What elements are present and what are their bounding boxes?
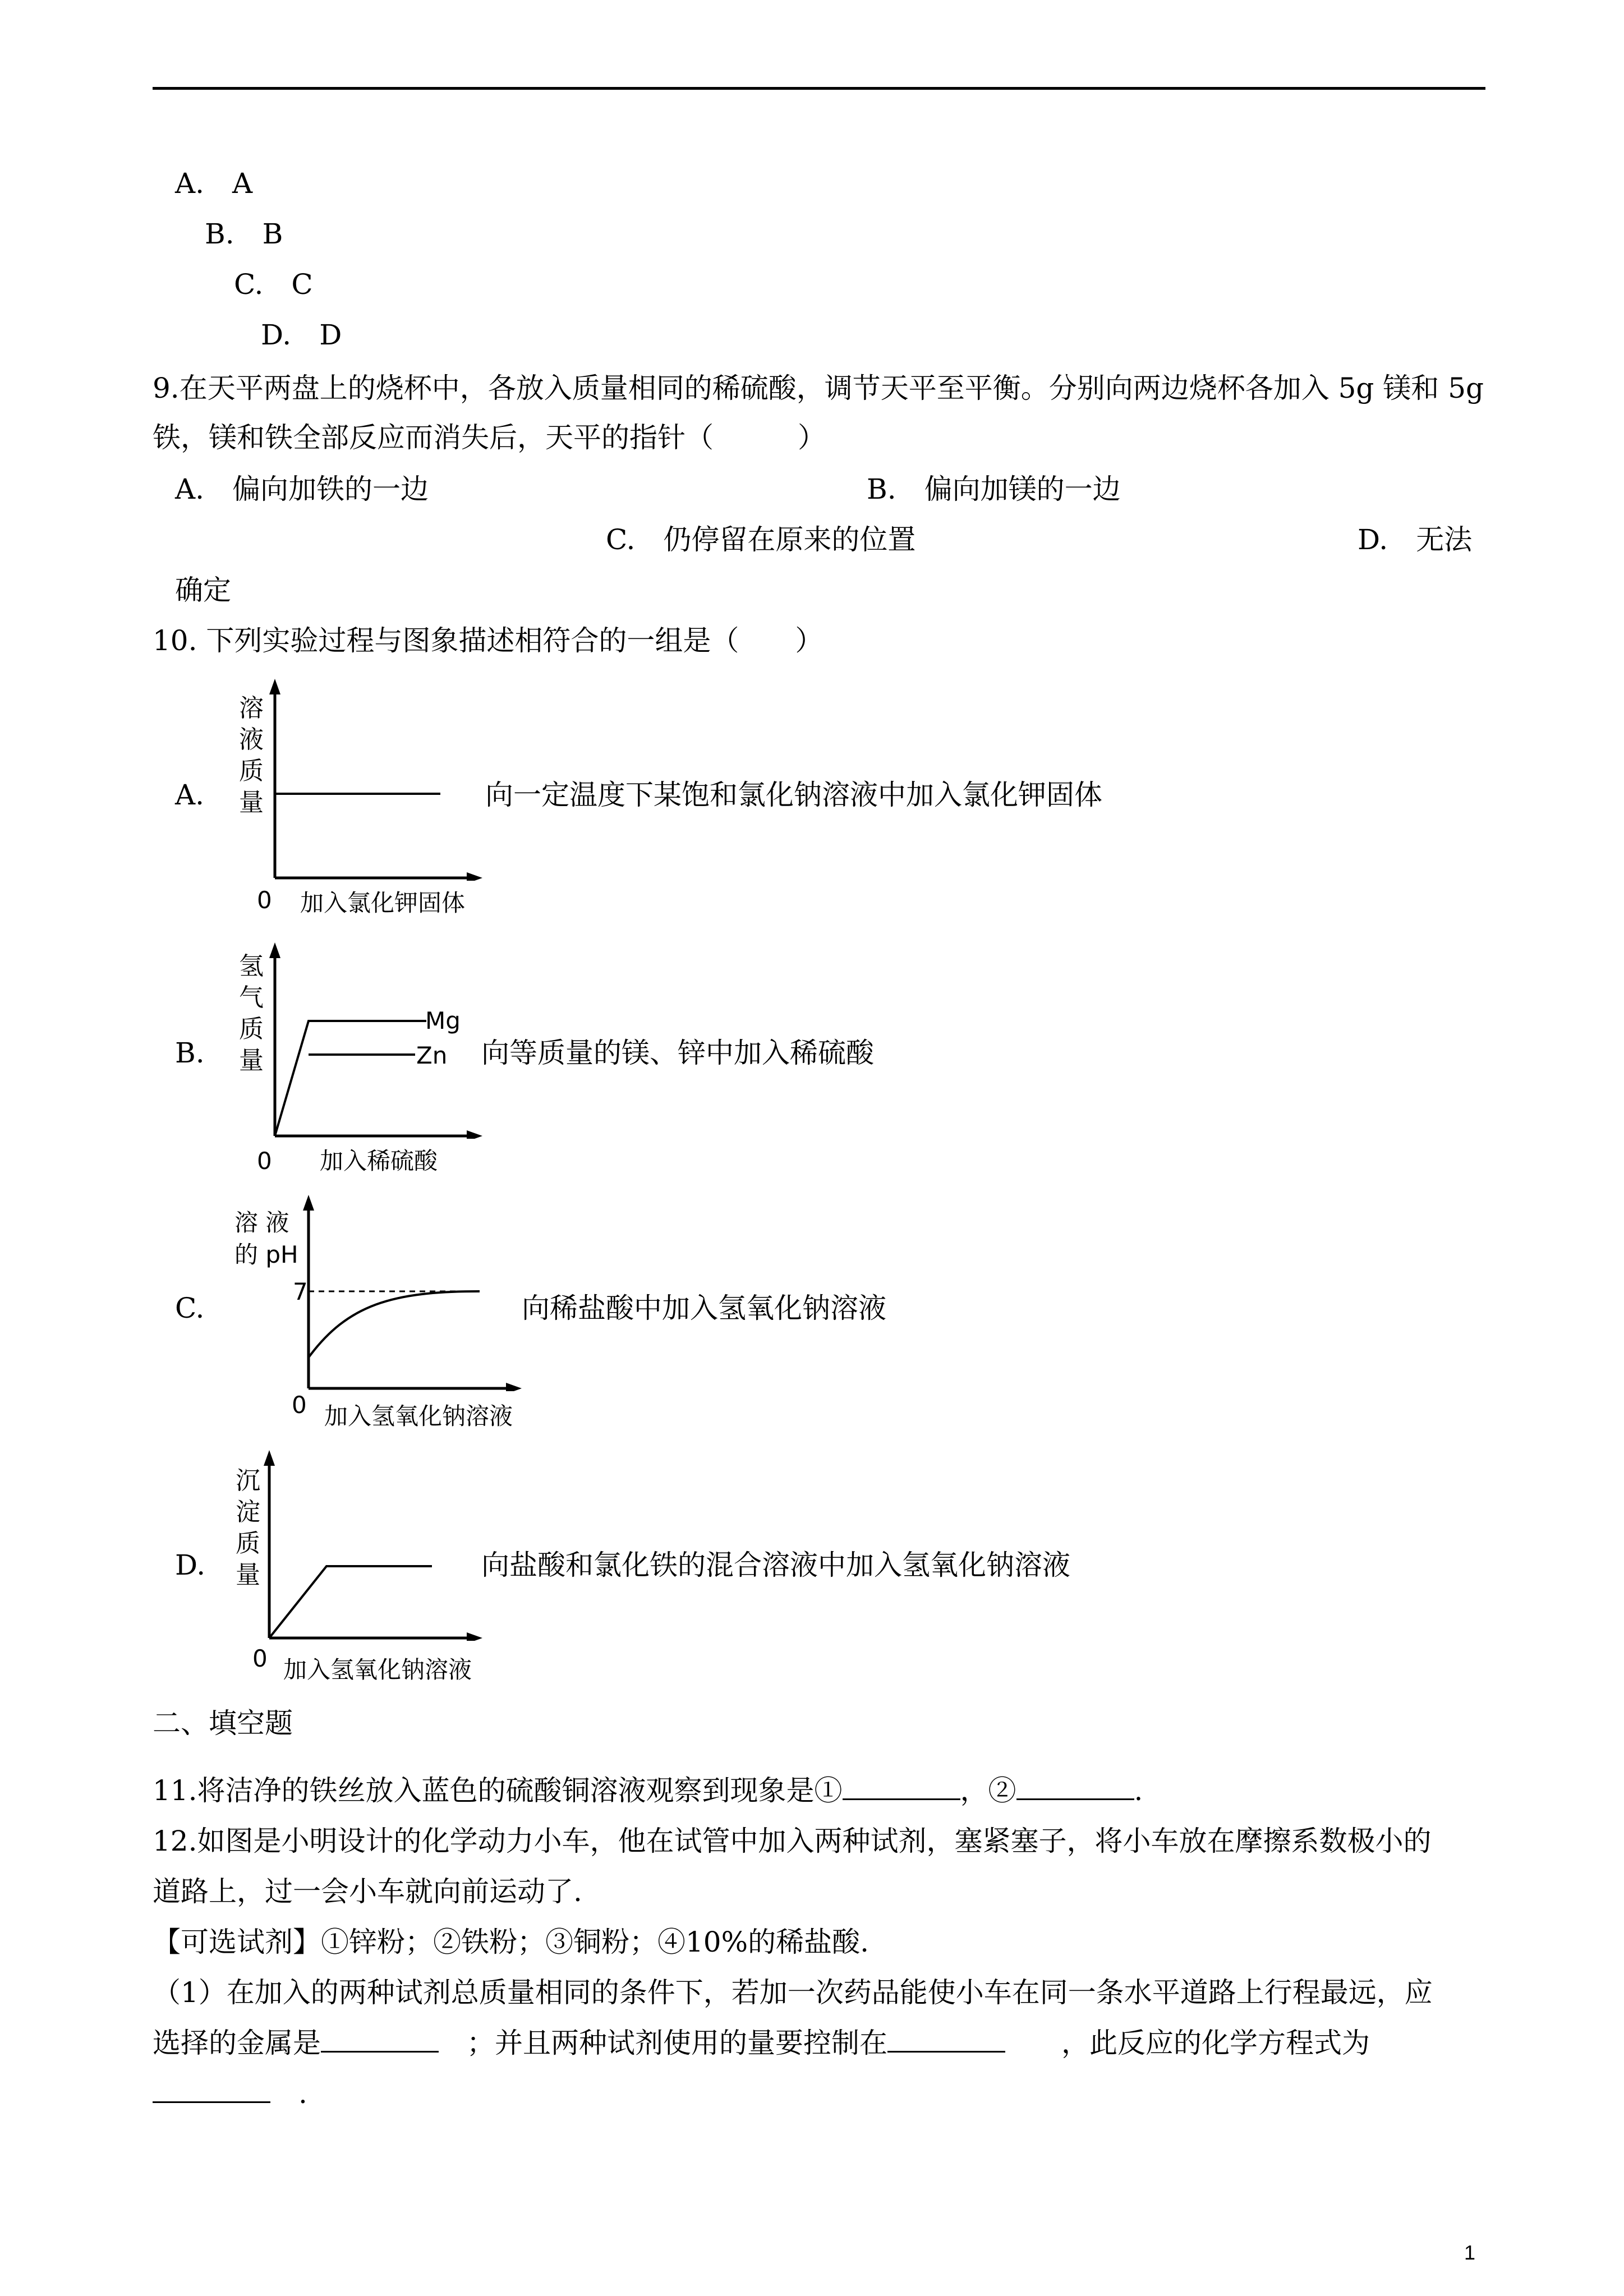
q10-graph-a-origin: 0 xyxy=(257,886,272,914)
q12-reagents: 【可选试剂】①锌粉；②铁粉；③铜粉；④10%的稀盐酸. xyxy=(153,1926,869,1958)
q12-blank-2[interactable] xyxy=(887,2028,1005,2053)
q12-blank-3[interactable] xyxy=(153,2079,270,2103)
q12-sub3 xyxy=(153,2076,307,2111)
q10-graph-b-xlabel: 加入稀硫酸 xyxy=(320,1147,438,1175)
q12-sub2-text-1: 选择的金属是 xyxy=(153,2027,321,2059)
q9-option-d: D. 无法 xyxy=(1358,523,1473,556)
q11-blank-2[interactable] xyxy=(1016,1776,1134,1800)
q9-option-d-continued: 确定 xyxy=(175,574,231,606)
q10-graph-a xyxy=(236,679,482,881)
q11-text-3: . xyxy=(1134,1774,1143,1807)
q10-option-d-letter: D. xyxy=(175,1549,206,1581)
q11-text-1: 11.将洁净的铁丝放入蓝色的硫酸铜溶液观察到现象是① xyxy=(153,1774,843,1807)
header-rule xyxy=(153,87,1485,90)
q10-graph-c-origin: 0 xyxy=(292,1391,307,1419)
q12-sub2-text-2: ；并且两种试剂使用的量要控制在 xyxy=(467,2027,887,2059)
q12-sub3-text: . xyxy=(298,2077,307,2110)
page-number: 1 xyxy=(1464,2241,1476,2264)
q8-option-a: A. A xyxy=(175,167,253,200)
q10-graph-d-origin: 0 xyxy=(252,1645,268,1672)
q10-graph-b-origin: 0 xyxy=(257,1147,272,1175)
q10-option-d-desc: 向盐酸和氯化铁的混合溶液中加入氢氧化钠溶液 xyxy=(481,1549,1070,1581)
q10-graph-b xyxy=(236,942,482,1139)
q8-option-c: C. C xyxy=(234,268,313,301)
q10-graph-c-xlabel: 加入氢氧化钠溶液 xyxy=(324,1402,513,1430)
q10-graph-c-tick-7: 7 xyxy=(293,1278,308,1305)
q12-line2: 道路上，过一会小车就向前运动了. xyxy=(153,1875,582,1908)
q10-graph-d xyxy=(230,1450,482,1641)
q10-graph-a-xlabel: 加入氯化钾固体 xyxy=(300,889,466,917)
q10-graph-c-ylabel-line2: 的 pH xyxy=(234,1241,298,1268)
q10-graph-b-zn-label: Zn xyxy=(416,1042,448,1069)
q11-text-2: ，② xyxy=(960,1774,1016,1807)
q12-line1: 12.如图是小明设计的化学动力小车，他在试管中加入两种试剂，塞紧塞子，将小车放在摩擦系数极小的 xyxy=(153,1825,1432,1857)
q9-option-b: B. 偏向加镁的一边 xyxy=(867,473,1121,505)
q8-option-d: D. D xyxy=(261,319,342,351)
q8-option-b: B. B xyxy=(205,218,283,250)
q10-option-b-letter: B. xyxy=(175,1037,205,1069)
q9-stem-line1: 9.在天平两盘上的烧杯中，各放入质量相同的稀硫酸，调节天平至平衡。分别向两边烧杯各加入 5g 镁和 5g xyxy=(153,372,1484,404)
q10-option-a-letter: A. xyxy=(175,779,205,811)
q9-option-a: A. 偏向加铁的一边 xyxy=(175,473,429,505)
q10-graph-d-ylabel: 沉淀质量 xyxy=(236,1466,260,1589)
q12-sub2-text-3: ，此反应的化学方程式为 xyxy=(1061,2027,1370,2059)
q10-graph-c-ylabel-line1: 溶 液 xyxy=(234,1209,289,1236)
q11 xyxy=(153,1773,1143,1809)
q10-option-c-desc: 向稀盐酸中加入氢氧化钠溶液 xyxy=(522,1292,886,1324)
q10-graph-b-mg-label: Mg xyxy=(425,1007,461,1034)
q10-graph-a-ylabel: 溶液质量 xyxy=(239,694,264,817)
q10-stem: 10. 下列实验过程与图象描述相符合的一组是（ ） xyxy=(153,624,823,657)
q9-stem-line2: 铁，镁和铁全部反应而消失后，天平的指针（ ） xyxy=(153,421,826,454)
q11-blank-1[interactable] xyxy=(843,1776,960,1800)
q10-option-a-desc: 向一定温度下某饱和氯化钠溶液中加入氯化钾固体 xyxy=(485,779,1102,811)
q12-sub2 xyxy=(153,2025,1370,2061)
section-title-fill-in: 二、填空题 xyxy=(153,1707,293,1740)
q12-sub1: （1）在加入的两种试剂总质量相同的条件下，若加一次药品能使小车在同一条水平道路上行程最远，应 xyxy=(153,1976,1433,2009)
q12-blank-1[interactable] xyxy=(321,2028,439,2053)
q10-graph-b-ylabel: 氢气质量 xyxy=(239,952,264,1075)
q10-graph-d-xlabel: 加入氢氧化钠溶液 xyxy=(283,1656,472,1683)
q10-option-b-desc: 向等质量的镁、锌中加入稀硫酸 xyxy=(481,1037,874,1069)
q10-option-c-letter: C. xyxy=(175,1292,205,1324)
q9-option-c: C. 仍停留在原来的位置 xyxy=(606,523,916,556)
